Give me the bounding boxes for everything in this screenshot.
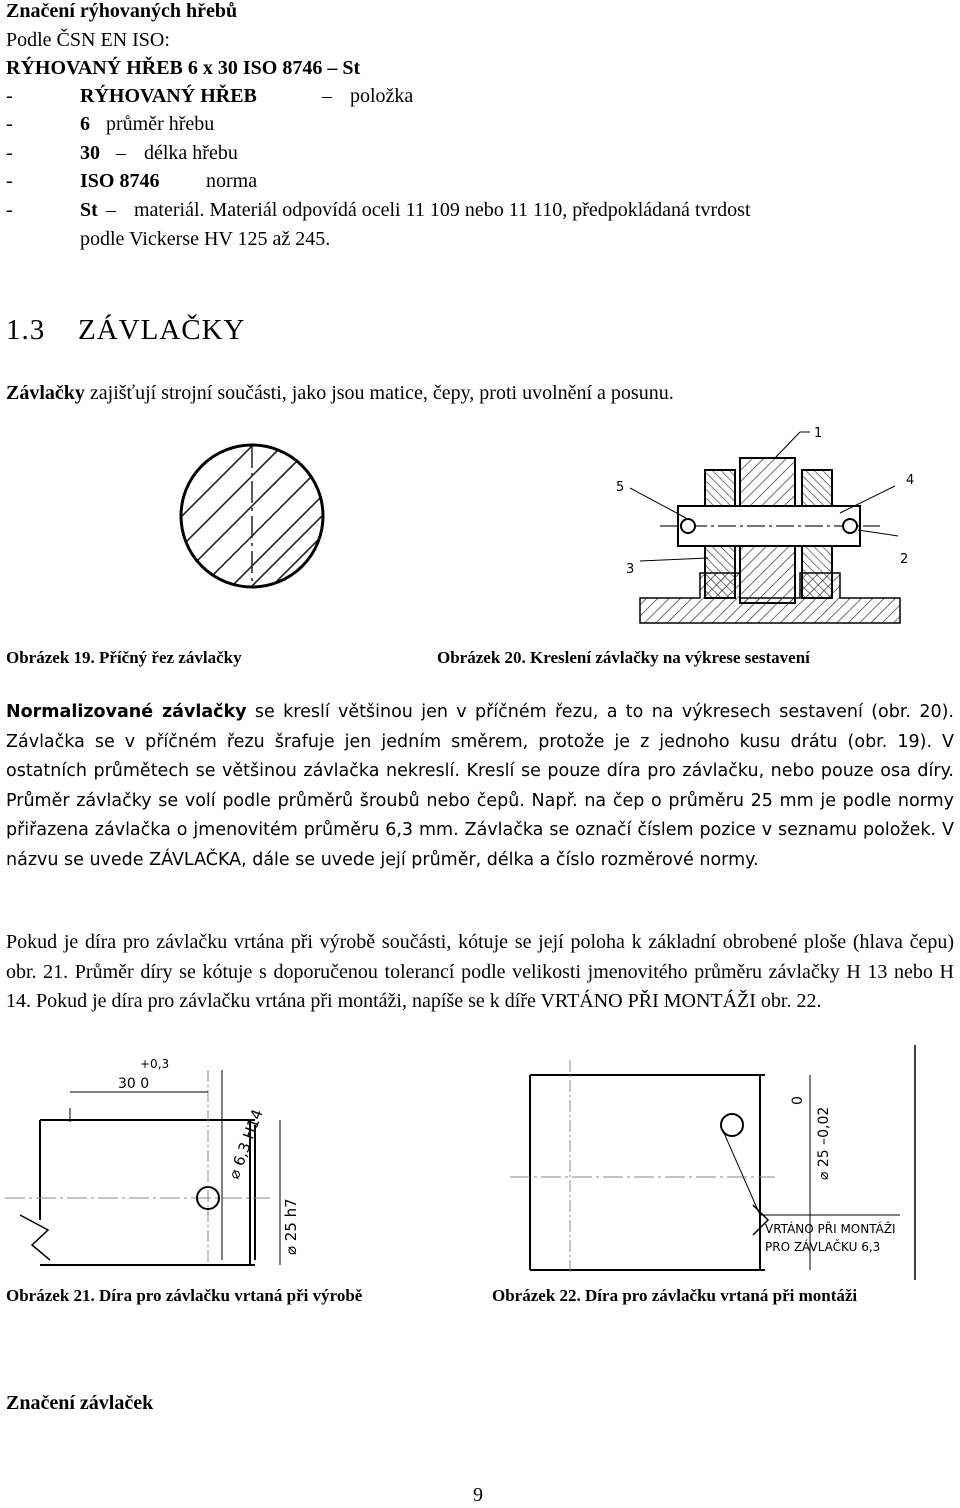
list-item: - RÝHOVANÝ HŘEB – položka	[6, 85, 414, 107]
section-heading	[6, 314, 246, 347]
paragraph-drilled-hole: Pokud je díra pro závlačku vrtána při výrobě součásti, kótuje se její poloha k základní obrobené ploše (hlava čepu) obr. 21. Průměr díry se kótuje s doporučenou tolerancí podle velikosti jmenovitého průměru závlačky H 13 nebo H 14. Pokud je díra pro závlačku vrtána při montáži, napíše se k díře VRTÁNO PŘI MONTÁŽI obr. 22.	[6, 931, 954, 1012]
section-title: ZÁVLAČKY	[78, 314, 246, 346]
callout-5: 5	[616, 480, 625, 495]
list-item-continuation: podle Vickerse HV 125 až 245.	[80, 228, 331, 250]
dim-hole: ⌀ 6,3 H14	[224, 1106, 267, 1182]
figure-22-drawing	[510, 1045, 940, 1280]
figure-20-caption: Obrázek 20. Kreslení závlačky na výkrese sestavení	[437, 648, 810, 667]
dim-shaft: ⌀ 25 h7	[282, 1198, 300, 1255]
callout-2: 2	[900, 552, 909, 567]
list-item: - St – materiál. Materiál odpovídá oceli 11 109 nebo 11 110, předpokládaná tvrdost	[6, 199, 751, 221]
list-item: - 30 – délka hřebu	[6, 142, 238, 164]
list-item: - 6 průměr hřebu	[6, 113, 215, 135]
dim-tol-zero: 0	[790, 1096, 806, 1105]
pins-heading: Značení závlaček	[6, 1392, 154, 1414]
dim-tolerance: +0,3	[140, 1057, 170, 1071]
section-intro: Závlačky zajišťují strojní součásti, jako jsou matice, čepy, proti uvolnění a posunu.	[6, 382, 674, 404]
callout-4: 4	[906, 473, 915, 488]
figure-20-assembly	[600, 418, 940, 643]
dim-30: 30 0	[118, 1076, 150, 1092]
figure-21-drawing	[0, 1050, 310, 1275]
section-number: 1.3	[6, 314, 46, 346]
note-drilled-line1: VRTÁNO PŘI MONTÁŽI	[765, 1222, 896, 1236]
callout-1: 1	[814, 426, 823, 441]
nail-heading: Značení rýhovaných hřebů	[6, 0, 238, 22]
note-drilled-line2: PRO ZÁVLAČKU 6,3	[765, 1240, 881, 1254]
paragraph-normalized-pins: Normalizované závlačky se kreslí většinou jen v příčném řezu, a to na výkresech sestavení (obr. 20). Závlačka se v příčném řezu šrafuje jen jedním směrem, protože je z jednoho kusu drátu (obr. 19). V ostatních průmětech se většinou závlačka nekreslí. Kreslí se pouze díra pro závlačku, nebo pouze osa díry. Průměr závlačky se volí podle průměrů šroubů nebo čepů. Např. na čep o průměru 25 mm je podle normy přiřazena závlačka o jmenovitém průměru 6,3 mm. Závlačka se označí číslem pozice v seznamu položek. V názvu se uvede ZÁVLAČKA, dále se uvede její průměr, délka a číslo rozměrové normy.	[6, 702, 954, 870]
callout-3: 3	[626, 562, 635, 577]
standard-line: Podle ČSN EN ISO:	[6, 29, 170, 51]
list-item: - ISO 8746 norma	[6, 170, 258, 192]
figure-19-cross-section	[150, 418, 360, 618]
figure-19-caption: Obrázek 19. Příčný řez závlačky	[6, 648, 242, 667]
dim-diameter: ⌀ 25 –0,02	[816, 1106, 832, 1180]
figure-21-caption: Obrázek 21. Díra pro závlačku vrtaná při výrobě	[6, 1286, 363, 1305]
page-number: 9	[473, 1484, 483, 1506]
figure-22-caption: Obrázek 22. Díra pro závlačku vrtaná při montáži	[492, 1286, 858, 1305]
nail-designation: RÝHOVANÝ HŘEB 6 x 30 ISO 8746 – St	[6, 57, 361, 79]
